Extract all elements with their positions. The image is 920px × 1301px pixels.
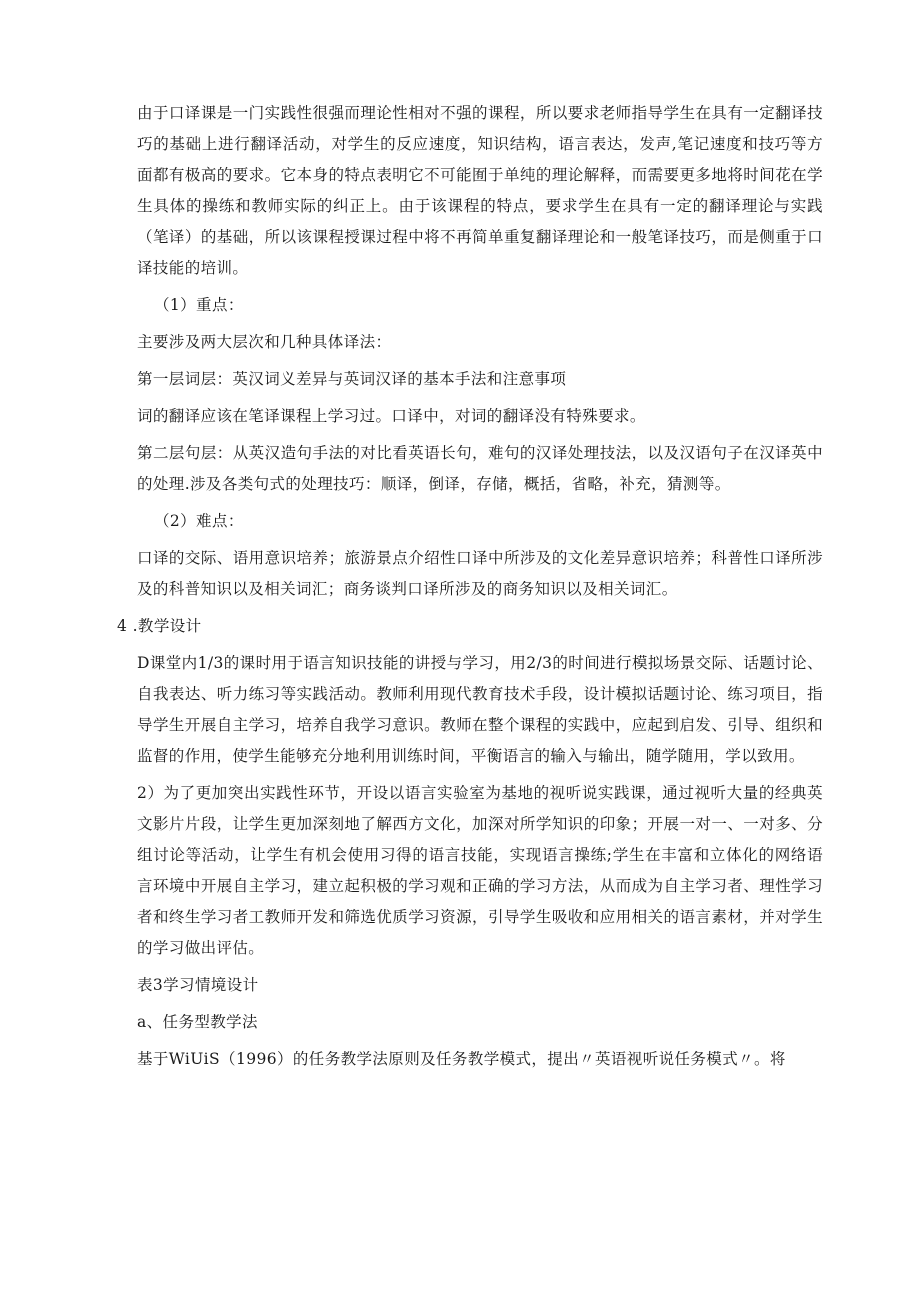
paragraph-task-model: 基于WiUiS（1996）的任务教学法原则及任务教学模式，提出〃英语视听说任务模式〃。将 — [137, 1050, 786, 1068]
subheading-key-points: （1）重点： — [154, 296, 244, 314]
subheading-task-based: a、任务型教学法 — [137, 1013, 258, 1031]
table-caption: 表3学习情境设计 — [137, 976, 259, 994]
subheading-difficulties: （2）难点： — [154, 512, 244, 530]
paragraph-word-level: 第一层词层：英汉词义差异与英词汉译的基本手法和注意事项 — [137, 370, 567, 388]
document-body — [117, 98, 823, 1081]
paragraph-sentence-level: 第二层句层：从英汉造句手法的对比看英语长句，难句的汉译处理技法，以及汉语句子在汉译英中的处理.涉及各类句式的处理技巧：顺译，倒译，存储，概括，省略，补充，猜测等。 — [137, 444, 823, 493]
paragraph-intro: 由于口译课是一门实践性很强而理论性相对不强的课程，所以要求老师指导学生在具有一定翻译技巧的基础上进行翻译活动，对学生的反应速度，知识结构，语言表达，发声,笔记速度和技巧等方面都有极高的要求。它本身的特点表明它不可能囿于单纯的理论解释，而需要更多地将时间花在学生具体的操练和教师实际的纠正上。由于该课程的特点，要求学生在具有一定的翻译理论与实践（笔译）的基础，所以该课程授课过程中将不再简单重复翻译理论和一般笔译技巧，而是侧重于口译技能的培训。 — [137, 104, 823, 277]
paragraph-teaching-design-2: 2）为了更加突出实践性环节，开设以语言实验室为基地的视听说实践课，通过视听大量的经典英文影片片段，让学生更加深刻地了解西方文化，加深对所学知识的印象；开展一对一、一对多、分组讨论等活动，让学生有机会使用习得的语言技能，实现语言操练;学生在丰富和立体化的网络语言环境中开展自主学习，建立起积极的学习观和正确的学习方法，从而成为自主学习者、理性学习者和终生学习者工教师开发和筛选优质学习资源，引导学生吸收和应用相关的语言素材，并对学生的学习做出评估。 — [137, 784, 823, 957]
paragraph-levels: 主要涉及两大层次和几种具体译法： — [137, 333, 392, 351]
paragraph-difficulties: 口译的交际、语用意识培养；旅游景点介绍性口译中所涉及的文化差异意识培养；科普性口译所涉及的科普知识以及相关词汇；商务谈判口译所涉及的商务知识以及相关词汇。 — [137, 549, 823, 598]
section-heading-teaching-design: 4 .教学设计 — [117, 617, 202, 635]
paragraph-teaching-design-1: D课堂内1/3的课时用于语言知识技能的讲授与学习，用2/3的时间进行模拟场景交际、话题讨论、自我表达、听力练习等实践活动。教师利用现代教育技术手段，设计模拟话题讨论、练习项目，指导学生开展自主学习，培养自我学习意识。教师在整个课程的实践中，应起到启发、引导、组织和监督的作用，使学生能够充分地利用训练时间，平衡语言的输入与输出，随学随用，学以致用。 — [137, 654, 823, 765]
paragraph-word-translation: 词的翻译应该在笔译课程上学习过。口译中，对词的翻译没有特殊要求。 — [137, 407, 646, 425]
